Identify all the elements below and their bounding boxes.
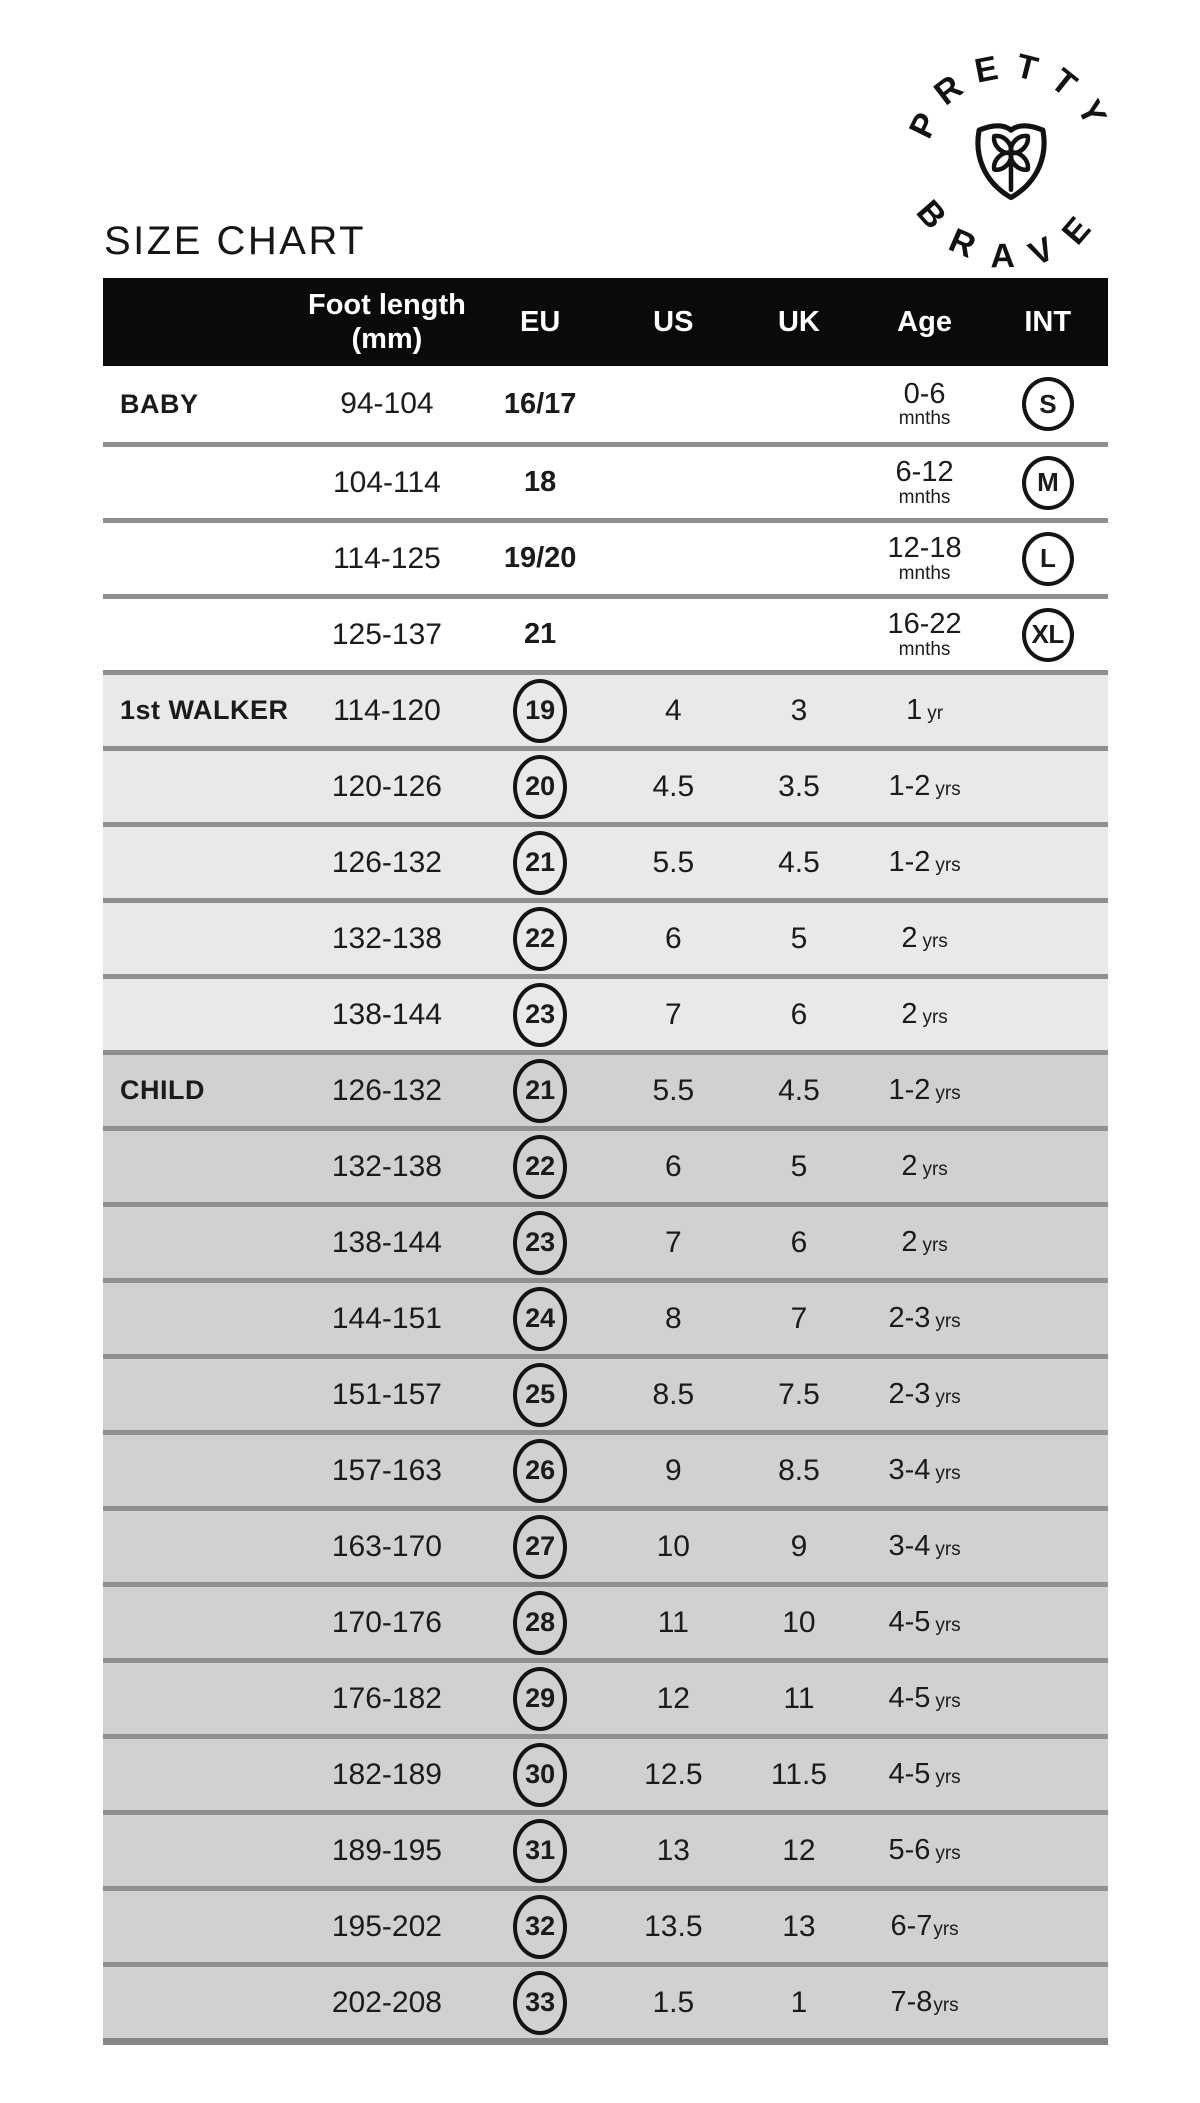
age-cell	[862, 1587, 988, 1658]
table-row	[103, 366, 1108, 442]
age-unit: yrs	[935, 1311, 961, 1332]
age-inline	[888, 846, 960, 879]
age-value: 6-7	[890, 1910, 933, 1942]
table-row	[103, 1962, 1108, 2038]
us-size-cell	[611, 523, 737, 594]
int-size-cell	[987, 523, 1108, 594]
uk-size-cell: 8.5	[778, 1453, 820, 1487]
age-value: 2	[901, 922, 918, 954]
age-inline	[901, 922, 947, 955]
table-row	[103, 1886, 1108, 1962]
table-header-row	[103, 278, 1108, 366]
age-value: 1-2	[888, 846, 931, 878]
uk-size-cell: 7	[790, 1301, 808, 1335]
age-unit: yrs	[922, 931, 948, 952]
us-size-cell: 8.5	[652, 1377, 695, 1411]
eu-circle: 24	[513, 1287, 567, 1351]
int-size-cell	[987, 1891, 1108, 1962]
foot-length-cell: 189-195	[331, 1833, 442, 1867]
age-inline	[888, 1606, 960, 1639]
us-size-cell	[611, 366, 737, 442]
table-body	[103, 366, 1108, 2038]
eu-circle: 22	[513, 907, 567, 971]
section-label-cell	[103, 1891, 304, 1962]
table-row	[103, 1810, 1108, 1886]
age-inline	[888, 1834, 960, 1867]
age-inline	[901, 1226, 947, 1259]
age-value: 5-6	[888, 1834, 931, 1866]
int-size-cell	[987, 1587, 1108, 1658]
int-size-cell	[987, 903, 1108, 974]
age-inline	[888, 1378, 960, 1411]
eu-circle: 32	[513, 1895, 567, 1959]
age-value: 2	[901, 1150, 918, 1182]
age-inline	[888, 1302, 960, 1335]
section-label-cell: CHILD	[120, 1075, 205, 1105]
table-row	[103, 1354, 1108, 1430]
us-size-cell: 9	[664, 1453, 682, 1487]
age-cell	[862, 751, 988, 822]
table-row	[103, 1202, 1108, 1278]
section-label-cell	[103, 1815, 304, 1886]
foot-length-cell: 151-157	[331, 1377, 442, 1411]
int-circle: L	[1022, 532, 1074, 586]
int-size-cell	[987, 1359, 1108, 1430]
age-value: 4-5	[888, 1682, 931, 1714]
us-size-cell: 12	[656, 1681, 690, 1715]
uk-size-cell: 12	[782, 1833, 816, 1867]
int-size-cell	[987, 599, 1108, 670]
int-size-cell	[987, 1207, 1108, 1278]
age-inline	[890, 1986, 958, 2019]
eu-circle: 26	[513, 1439, 567, 1503]
eu-circle: 20	[513, 755, 567, 819]
eu-size-cell	[470, 827, 611, 898]
foot-length-cell: 132-138	[331, 1149, 442, 1183]
table-row	[103, 518, 1108, 594]
eu-circle: 21	[513, 1059, 567, 1123]
int-size-cell	[987, 447, 1108, 518]
uk-size-cell: 3	[790, 693, 808, 727]
section-label-cell	[103, 1207, 304, 1278]
age-unit: yrs	[922, 1007, 948, 1028]
us-size-cell: 4.5	[652, 769, 695, 803]
shield-clover-icon	[978, 126, 1044, 198]
us-size-cell	[611, 599, 737, 670]
eu-size-cell	[470, 1815, 611, 1886]
age-cell	[862, 1739, 988, 1810]
eu-size-cell	[470, 1739, 611, 1810]
eu-size-cell	[470, 751, 611, 822]
uk-size-cell: 1	[790, 1985, 808, 2019]
eu-circle: 19	[513, 679, 567, 743]
uk-size-cell: 5	[790, 921, 808, 955]
us-size-cell: 7	[664, 1225, 682, 1259]
uk-size-cell: 6	[790, 997, 808, 1031]
int-size-cell	[987, 979, 1108, 1050]
eu-value: 18	[524, 466, 557, 498]
age-cell	[862, 366, 988, 442]
page-title: SIZE CHART	[104, 219, 367, 263]
eu-size-cell	[470, 1435, 611, 1506]
eu-circle: 21	[513, 831, 567, 895]
age-value: 2-3	[888, 1302, 931, 1334]
us-size-cell: 5.5	[652, 845, 695, 879]
age-unit: yrs	[935, 1691, 961, 1712]
int-size-cell	[987, 1663, 1108, 1734]
uk-size-cell: 6	[790, 1225, 808, 1259]
header-us: US	[653, 305, 694, 338]
int-circle: M	[1022, 456, 1074, 510]
age-unit: yrs	[935, 1767, 961, 1788]
us-size-cell: 10	[656, 1529, 690, 1563]
table-row	[103, 1734, 1108, 1810]
foot-length-cell: 157-163	[331, 1453, 442, 1487]
foot-length-cell: 182-189	[331, 1757, 442, 1791]
age-inline	[888, 1530, 960, 1563]
us-size-cell: 13.5	[644, 1909, 703, 1943]
int-size-cell	[987, 1967, 1108, 2038]
section-label-cell: 1st WALKER	[120, 695, 289, 725]
eu-circle: 27	[513, 1515, 567, 1579]
eu-size-cell	[470, 1587, 611, 1658]
age-value: 3-4	[888, 1454, 931, 1486]
section-label-cell	[103, 1739, 304, 1810]
uk-size-cell	[736, 599, 862, 670]
table-row	[103, 1506, 1108, 1582]
table-row	[103, 1658, 1108, 1734]
uk-size-cell: 7.5	[778, 1377, 820, 1411]
uk-size-cell	[736, 366, 862, 442]
age-cell	[862, 1891, 988, 1962]
int-size-cell	[987, 751, 1108, 822]
int-size-cell	[987, 675, 1108, 746]
age-inline	[901, 998, 947, 1031]
foot-length-cell: 126-132	[331, 1073, 442, 1107]
age-unit: yrs	[922, 1159, 948, 1180]
age-value: 7-8	[890, 1986, 933, 2018]
eu-size-cell	[470, 1663, 611, 1734]
age-cell	[862, 675, 988, 746]
header-foot-length-line1: Foot length	[307, 288, 466, 321]
age-inline	[888, 1454, 960, 1487]
foot-length-cell: 125-137	[331, 617, 442, 651]
us-size-cell: 13	[656, 1833, 690, 1867]
foot-length-cell: 195-202	[331, 1909, 442, 1943]
eu-size-cell	[470, 523, 611, 594]
eu-size-cell	[470, 1511, 611, 1582]
eu-size-cell	[470, 1967, 611, 2038]
foot-length-cell: 176-182	[331, 1681, 442, 1715]
section-label-cell	[103, 751, 304, 822]
eu-circle: 23	[513, 1211, 567, 1275]
header-uk: UK	[777, 305, 820, 338]
us-size-cell: 6	[664, 921, 682, 955]
uk-size-cell: 13	[782, 1909, 816, 1943]
section-label-cell	[103, 1283, 304, 1354]
age-unit: mnths	[898, 562, 951, 584]
eu-circle: 23	[513, 983, 567, 1047]
table-row	[103, 1582, 1108, 1658]
age-cell	[862, 1967, 988, 2038]
section-label-cell	[103, 1435, 304, 1506]
age-value: 12-18	[887, 532, 962, 565]
uk-size-cell: 11	[783, 1681, 815, 1715]
section-label-cell	[103, 1131, 304, 1202]
age-value: 2-3	[888, 1378, 931, 1410]
age-unit: yrs	[935, 1615, 961, 1636]
logo-top-text: PRETTY	[903, 52, 1119, 145]
age-unit: yrs	[935, 855, 961, 876]
age-unit: mnths	[898, 408, 951, 430]
brand-logo	[903, 52, 1119, 268]
table-row	[103, 670, 1108, 746]
age-value: 3-4	[888, 1530, 931, 1562]
age-stack	[887, 534, 961, 583]
age-inline	[888, 770, 960, 803]
age-cell	[862, 903, 988, 974]
uk-size-cell: 3.5	[778, 769, 820, 803]
section-label-cell	[103, 1359, 304, 1430]
age-stack	[887, 610, 961, 659]
us-size-cell: 1.5	[652, 1985, 695, 2019]
us-size-cell: 5.5	[652, 1073, 695, 1107]
age-value: 6-12	[895, 456, 954, 489]
eu-size-cell	[470, 1359, 611, 1430]
age-unit: yrs	[935, 1463, 961, 1484]
age-cell	[862, 523, 988, 594]
age-stack	[898, 377, 951, 430]
foot-length-cell: 163-170	[331, 1529, 442, 1563]
age-inline	[901, 1150, 947, 1183]
size-chart-table	[103, 278, 1108, 2045]
age-unit: yrs	[922, 1235, 948, 1256]
eu-size-cell	[470, 903, 611, 974]
uk-size-cell	[736, 523, 862, 594]
age-value: 1-2	[888, 770, 931, 802]
age-inline	[890, 1910, 958, 1943]
foot-length-cell: 104-114	[332, 465, 441, 499]
us-size-cell: 7	[664, 997, 682, 1031]
svg-text:BRAVE	[909, 193, 1113, 268]
eu-circle: 29	[513, 1667, 567, 1731]
header-int: INT	[1024, 305, 1072, 338]
eu-size-cell	[470, 1055, 611, 1126]
age-inline	[906, 694, 943, 727]
age-unit: yrs	[935, 1539, 961, 1560]
age-value: 4-5	[888, 1758, 931, 1790]
age-unit: yrs	[935, 779, 961, 800]
foot-length-cell: 144-151	[331, 1301, 442, 1335]
age-cell	[862, 1359, 988, 1430]
eu-size-cell	[470, 675, 611, 746]
foot-length-cell: 132-138	[331, 921, 442, 955]
foot-length-cell: 138-144	[331, 997, 442, 1031]
table-row	[103, 594, 1108, 670]
section-label-cell	[103, 1663, 304, 1734]
table-row	[103, 1430, 1108, 1506]
foot-length-cell: 114-120	[332, 693, 441, 727]
age-cell	[862, 827, 988, 898]
age-cell	[862, 1815, 988, 1886]
section-label-cell	[103, 523, 304, 594]
uk-size-cell: 5	[790, 1149, 808, 1183]
table-row	[103, 1126, 1108, 1202]
age-unit: mnths	[898, 638, 951, 660]
us-size-cell: 8	[664, 1301, 682, 1335]
age-value: 1-2	[888, 1074, 931, 1106]
age-unit: yr	[927, 703, 944, 724]
foot-length-cell: 126-132	[331, 845, 442, 879]
int-size-cell	[987, 366, 1108, 442]
header-foot-length	[304, 278, 470, 366]
int-size-cell	[987, 1055, 1108, 1126]
us-size-cell: 12.5	[644, 1757, 703, 1791]
eu-circle: 28	[513, 1591, 567, 1655]
table-row	[103, 746, 1108, 822]
eu-size-cell	[470, 1131, 611, 1202]
uk-size-cell: 11.5	[770, 1757, 828, 1791]
age-stack	[896, 458, 954, 507]
eu-size-cell	[470, 1283, 611, 1354]
foot-length-cell: 94-104	[340, 387, 434, 420]
age-value: 4-5	[888, 1606, 931, 1638]
section-label-cell	[103, 1511, 304, 1582]
table-row	[103, 822, 1108, 898]
table-row	[103, 974, 1108, 1050]
us-size-cell: 4	[664, 693, 682, 727]
eu-value: 21	[524, 618, 557, 650]
header-age: Age	[897, 305, 952, 338]
age-cell	[862, 1283, 988, 1354]
age-unit: yrs	[935, 1843, 961, 1864]
int-size-cell	[987, 1815, 1108, 1886]
age-value: 16-22	[887, 608, 962, 641]
int-size-cell	[987, 1435, 1108, 1506]
eu-size-cell	[470, 1891, 611, 1962]
age-inline	[888, 1758, 960, 1791]
int-circle: XL	[1022, 608, 1074, 662]
age-unit: yrs	[933, 1995, 959, 2016]
section-label-cell	[103, 447, 304, 518]
age-cell	[862, 1435, 988, 1506]
age-value: 2	[901, 1226, 918, 1258]
foot-length-cell: 138-144	[331, 1225, 442, 1259]
section-label-cell	[103, 599, 304, 670]
uk-size-cell: 4.5	[778, 845, 820, 879]
age-cell	[862, 599, 988, 670]
age-cell	[862, 1131, 988, 1202]
eu-size-cell	[470, 599, 611, 670]
foot-length-cell: 170-176	[331, 1605, 442, 1639]
int-size-cell	[987, 1511, 1108, 1582]
header-empty-cell	[103, 278, 304, 366]
foot-length-cell: 202-208	[331, 1985, 442, 2019]
eu-circle: 30	[513, 1743, 567, 1807]
table-row	[103, 442, 1108, 518]
table-row	[103, 1050, 1108, 1126]
age-value: 2	[901, 998, 918, 1030]
age-value: 0-6	[903, 377, 946, 410]
brand-logo-svg	[903, 52, 1119, 268]
uk-size-cell	[736, 447, 862, 518]
section-label-cell	[103, 979, 304, 1050]
int-size-cell	[987, 1283, 1108, 1354]
foot-length-cell: 114-125	[332, 541, 441, 575]
eu-size-cell	[470, 447, 611, 518]
eu-value: 19/20	[503, 542, 577, 574]
table-row	[103, 898, 1108, 974]
eu-circle: 31	[513, 1819, 567, 1883]
us-size-cell	[611, 447, 737, 518]
us-size-cell: 11	[657, 1605, 689, 1639]
header-foot-length-line2: (mm)	[351, 323, 423, 355]
age-value: 1	[906, 694, 923, 726]
eu-circle: 22	[513, 1135, 567, 1199]
eu-circle: 33	[513, 1971, 567, 2035]
age-cell	[862, 979, 988, 1050]
age-cell	[862, 1511, 988, 1582]
section-label-cell	[103, 1967, 304, 2038]
age-unit: yrs	[935, 1387, 961, 1408]
age-cell	[862, 1055, 988, 1126]
eu-value: 16/17	[503, 387, 577, 420]
uk-size-cell: 9	[790, 1529, 808, 1563]
int-size-cell	[987, 827, 1108, 898]
int-circle: S	[1022, 377, 1074, 431]
section-label-cell	[103, 1587, 304, 1658]
section-label-cell	[103, 827, 304, 898]
age-cell	[862, 447, 988, 518]
section-label-cell	[103, 903, 304, 974]
header-eu: EU	[520, 305, 561, 338]
uk-size-cell: 4.5	[778, 1073, 820, 1107]
eu-size-cell	[470, 1207, 611, 1278]
us-size-cell: 6	[664, 1149, 682, 1183]
int-size-cell	[987, 1131, 1108, 1202]
age-unit: yrs	[935, 1083, 961, 1104]
age-cell	[862, 1207, 988, 1278]
table-row	[103, 1278, 1108, 1354]
age-cell	[862, 1663, 988, 1734]
age-unit: yrs	[933, 1919, 959, 1940]
eu-size-cell	[470, 979, 611, 1050]
logo-bottom-text: BRAVE	[908, 192, 1114, 268]
age-inline	[888, 1682, 960, 1715]
age-unit: mnths	[898, 486, 951, 508]
section-label-cell: BABY	[120, 388, 199, 419]
foot-length-cell: 120-126	[331, 769, 442, 803]
eu-circle: 25	[513, 1363, 567, 1427]
uk-size-cell: 10	[782, 1605, 816, 1639]
eu-size-cell	[470, 366, 611, 442]
int-size-cell	[987, 1739, 1108, 1810]
age-inline	[888, 1074, 960, 1107]
